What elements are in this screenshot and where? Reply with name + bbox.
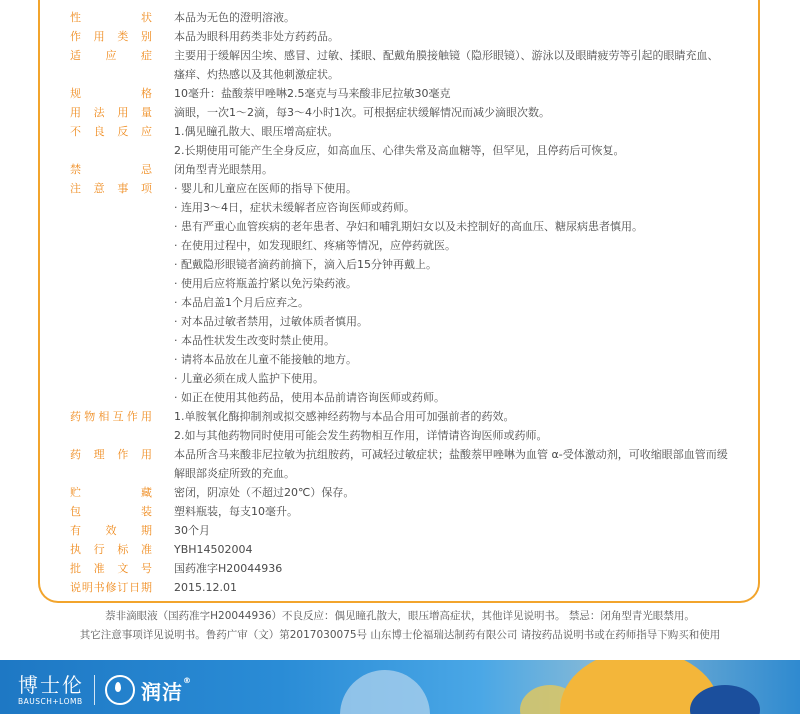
row-label: 有 效 期 [70,524,152,537]
row-value-line: 塑料瓶装，每支10毫升。 [174,505,298,518]
row-label: 批 准 文 号 [70,562,152,575]
footer-disclaimer [0,607,800,645]
row-value-line: 主要用于缓解因尘埃、感冒、过敏、揉眼、配戴角膜接触镜（隐形眼镜）、游泳以及眼睛疲劳等引起的眼睛充血、 [174,49,719,62]
brand-name-text: 润洁 [141,679,183,704]
row-value [174,103,750,122]
row-value-line: · 配戴隐形眼镜者滴药前摘下，滴入后15分钟再戴上。 [174,258,437,271]
row-value-line: 2.长期使用可能产生全身反应，如高血压、心律失常及高血糖等，但罕见，且停药后可恢复。 [174,144,625,157]
row-value-line: · 使用后应将瓶盖拧紧以免污染药液。 [174,277,357,290]
row-value-line: · 本品性状发生改变时禁止使用。 [174,334,335,347]
info-row [70,27,750,46]
info-row [70,179,750,407]
row-label: 不 良 反 应 [70,125,152,138]
row-value-line: 本品所含马来酸非尼拉敏为抗组胺药，可减轻过敏症状；盐酸萘甲唑啉为血管 α-受体激动剂，可收缩眼部血管而缓 [174,448,728,461]
row-value-line: 解眼部炎症所致的充血。 [174,467,295,480]
row-value-line: 1.单胺氧化酶抑制剂或拟交感神经药物与本品合用可加强前者的药效。 [174,410,515,423]
row-value-line: 滴眼，一次1～2滴，每3～4小时1次。可根据症状缓解情况而减少滴眼次数。 [174,106,550,119]
row-label: 作 用 类 别 [70,30,152,43]
logo-english: BAUSCH+LOMB [18,697,83,706]
info-row [70,445,750,483]
info-row [70,84,750,103]
logo-chinese: 博士伦 [18,673,84,697]
row-value-line: · 本品启盖1个月后应弃之。 [174,296,309,309]
info-row [70,483,750,502]
info-row [70,103,750,122]
brand-logos [18,674,192,706]
row-value-line: · 婴儿和儿童应在医师的指导下使用。 [174,182,357,195]
row-value-line: 本品为眼科用药类非处方药药品。 [174,30,339,43]
row-value-line: 30个月 [174,524,210,537]
row-value-line: 2015.12.01 [174,581,237,594]
info-row [70,8,750,27]
brand-banner [0,660,800,714]
row-label: 禁 忌 [70,163,152,176]
row-value-line: · 连用3～4日，症状未缓解者应咨询医师或药师。 [174,201,415,214]
row-value-line: 瘙痒、灼热感以及其他刺激症状。 [174,68,339,81]
info-row [70,46,750,84]
row-value [174,407,750,445]
row-value-line: 闭角型青光眼禁用。 [174,163,273,176]
row-value [174,179,750,407]
row-label: 执 行 标 准 [70,543,152,556]
row-value-line: 密闭，阴凉处（不超过20℃）保存。 [174,486,355,499]
info-row [70,502,750,521]
row-label: 用 法 用 量 [70,106,152,119]
row-value [174,160,750,179]
row-value [174,483,750,502]
info-row [70,407,750,445]
row-value [174,559,750,578]
row-value-line: · 患有严重心血管疾病的老年患者、孕妇和哺乳期妇女以及未控制好的高血压、糖尿病患者慎用。 [174,220,643,233]
info-row [70,578,750,597]
row-value [174,540,750,559]
row-value [174,8,750,27]
row-label: 药 理 作 用 [70,448,152,461]
row-value-line: 1.偶见瞳孔散大、眼压增高症状。 [174,125,339,138]
row-label: 药物相互作用 [70,410,152,423]
info-row [70,559,750,578]
logo-divider [94,675,95,705]
row-value-line: 本品为无色的澄明溶液。 [174,11,295,24]
row-value-line: · 请将本品放在儿童不能接触的地方。 [174,353,357,366]
row-label: 性 状 [70,11,152,24]
row-value [174,521,750,540]
instruction-rows [70,8,750,597]
row-value [174,502,750,521]
row-value-line: YBH14502004 [174,543,253,556]
row-label: 规 格 [70,87,152,100]
row-label: 注 意 事 项 [70,182,152,195]
footer-line-1: 萘非滴眼液（国药准字H20044936）不良反应：偶见瞳孔散大，眼压增高症状，其他详见说明书。 禁忌：闭角型青光眼禁用。 [105,610,695,622]
row-value-line: · 在使用过程中，如发现眼红、疼痛等情况，应停药就医。 [174,239,456,252]
footer-line-2: 其它注意事项详见说明书。鲁药广审（文）第2017030075号 山东博士伦福瑞达制药有限公司 请按药品说明书或在药师指导下购买和使用 [79,629,721,641]
decor-blob [340,670,430,714]
row-value [174,46,750,84]
row-value-line: · 如正在使用其他药品，使用本品前请咨询医师或药师。 [174,391,445,404]
row-value [174,27,750,46]
registered-mark: ® [183,675,192,685]
row-value-line: · 对本品过敏者禁用，过敏体质者慎用。 [174,315,368,328]
row-value [174,445,750,483]
row-label: 适 应 症 [70,49,152,62]
brand-name [141,676,192,705]
drop-icon [105,675,135,705]
row-value [174,122,750,160]
row-value-line: · 儿童必须在成人监护下使用。 [174,372,324,385]
row-value-line: 2.如与其他药物同时使用可能会发生药物相互作用，详情请咨询医师或药师。 [174,429,548,442]
row-label: 贮 藏 [70,486,152,499]
row-label: 包 装 [70,505,152,518]
info-row [70,122,750,160]
info-row [70,160,750,179]
instruction-card [38,0,760,603]
row-label: 说明书修订日期 [70,581,152,594]
row-value [174,84,750,103]
row-value-line: 10毫升：盐酸萘甲唑啉2.5毫克与马来酸非尼拉敏30毫克 [174,87,451,100]
bausch-lomb-logo [18,674,84,706]
row-value [174,578,750,597]
row-value-line: 国药准字H20044936 [174,562,283,575]
info-row [70,540,750,559]
info-row [70,521,750,540]
